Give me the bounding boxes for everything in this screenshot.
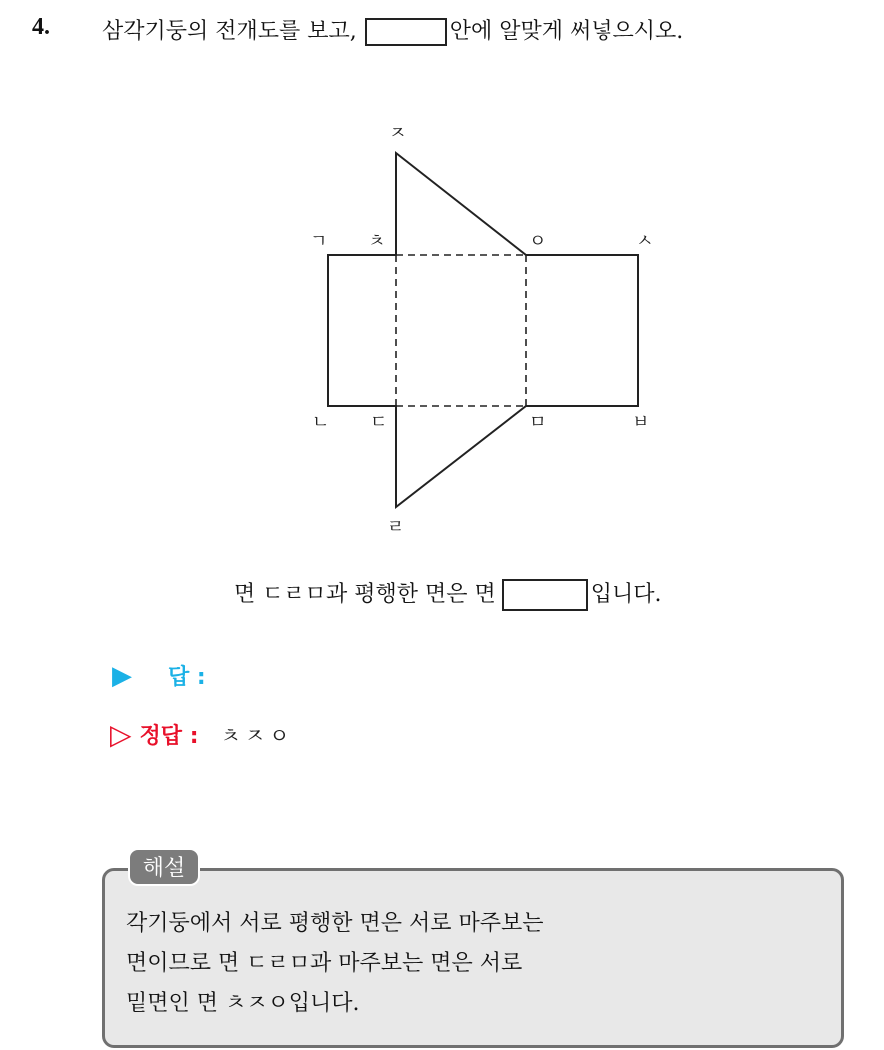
prompt-text-after: 안에 알맞게 써넣으시오. <box>449 19 684 44</box>
correct-answer-label: 정답 : <box>139 724 199 749</box>
vertex-label-br-right: ㅂ <box>632 412 650 433</box>
correct-answer-value: ㅊㅈㅇ <box>220 723 294 748</box>
question-number: 4. <box>32 14 50 40</box>
vertex-label-bottom: ㄹ <box>387 517 405 538</box>
answer-blank-box[interactable] <box>502 579 588 611</box>
vertex-label-tl-right: ㅊ <box>368 231 386 252</box>
vertex-label-bl-left: ㄴ <box>312 412 330 433</box>
vertex-label-tr-mid: ㅇ <box>529 231 547 252</box>
question-prompt <box>102 16 683 48</box>
fill-in-statement <box>234 578 662 612</box>
vertex-label-tr-right: ㅅ <box>636 231 654 252</box>
correct-answer-row <box>110 718 293 751</box>
play-triangle-icon: ▶ <box>112 660 132 691</box>
explanation-line: 면이므로 면 ㄷㄹㅁ과 마주보는 면은 서로 <box>126 951 523 976</box>
answer-label: 답 : <box>168 665 206 690</box>
vertex-label-bl-right: ㄷ <box>370 412 388 433</box>
answer-row <box>112 660 206 691</box>
prompt-text-before: 삼각기둥의 전개도를 보고, <box>102 19 357 44</box>
explanation-tag: 해설 <box>128 848 200 886</box>
vertex-label-tl-left: ㄱ <box>310 231 328 252</box>
vertex-label-br-mid: ㅁ <box>529 412 547 433</box>
net-outline <box>328 153 638 507</box>
explanation-line: 각기둥에서 서로 평행한 면은 서로 마주보는 <box>126 911 544 936</box>
explanation-line: 밑면인 면 ㅊㅈㅇ입니다. <box>126 991 360 1016</box>
explanation-text <box>126 904 544 1024</box>
prompt-blank-box <box>365 18 447 46</box>
statement-text-before: 면 ㄷㄹㅁ과 평행한 면은 면 <box>234 582 496 607</box>
outline-triangle-icon: ▷ <box>110 718 132 751</box>
prism-net-figure <box>300 115 680 545</box>
vertex-label-top: ㅈ <box>389 123 407 144</box>
statement-text-after: 입니다. <box>590 582 662 607</box>
